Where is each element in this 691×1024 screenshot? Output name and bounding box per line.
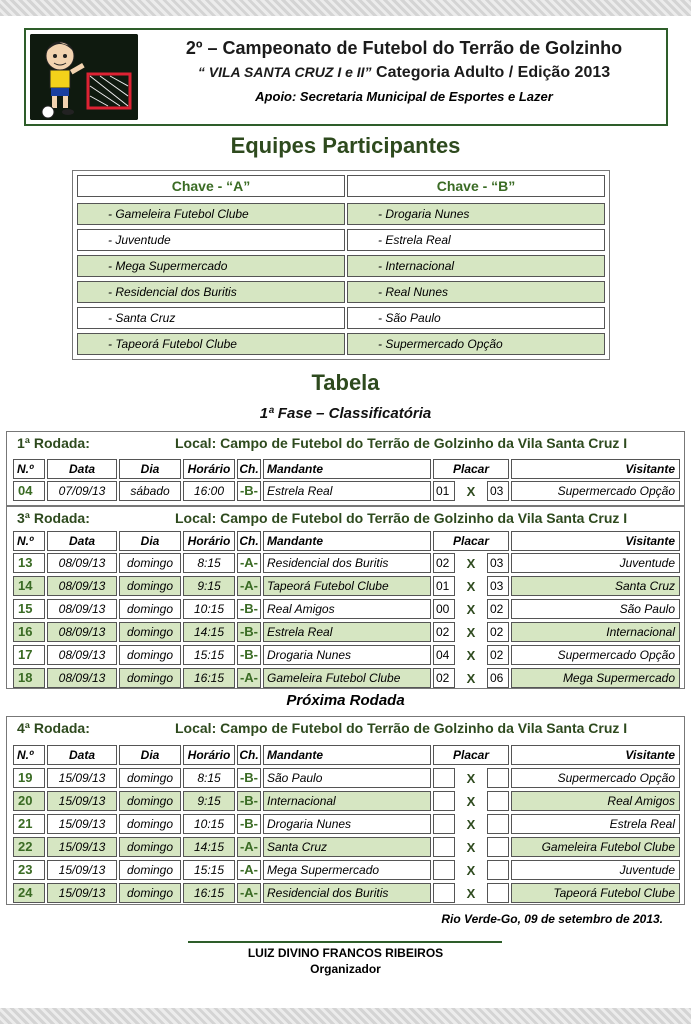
versus-mark: X: [466, 794, 476, 809]
group-a-team: - Residencial dos Buritis: [77, 281, 345, 303]
match-number: 14: [13, 576, 45, 596]
match-day: domingo: [119, 622, 181, 642]
championship-subtitle: [144, 60, 664, 85]
match-time: 9:15: [183, 791, 235, 811]
home-team: Drogaria Nunes: [263, 645, 431, 665]
match-group: -A-: [237, 860, 261, 880]
home-score: [433, 814, 455, 834]
match-group: -B-: [237, 645, 261, 665]
round-label: 3ª Rodada:: [17, 510, 90, 526]
match-number: 15: [13, 599, 45, 619]
round-header: [7, 507, 684, 529]
signature-line: [188, 941, 502, 943]
home-score: [433, 883, 455, 903]
home-team: Residencial dos Buritis: [263, 553, 431, 573]
col-header-time: Horário: [183, 531, 235, 551]
match-date: 15/09/13: [47, 814, 117, 834]
away-team: Santa Cruz: [511, 576, 680, 596]
versus-mark: X: [466, 625, 476, 640]
sponsor-line: Apoio: Secretaria Municipal de Esportes e Lazer: [255, 89, 553, 104]
col-header-num: N.º: [13, 745, 45, 765]
away-team: Supermercado Opção: [511, 481, 680, 501]
mascot-logo: [30, 34, 138, 120]
away-team: Supermercado Opção: [511, 645, 680, 665]
group-b-team: - Real Nunes: [347, 281, 605, 303]
match-time: 10:15: [183, 814, 235, 834]
col-header-home: Mandante: [263, 459, 431, 479]
match-time: 14:15: [183, 837, 235, 857]
away-score: [487, 791, 509, 811]
match-time: 15:15: [183, 860, 235, 880]
match-row: [7, 668, 684, 690]
col-header-group: Ch.: [237, 745, 261, 765]
col-header-date: Data: [47, 459, 117, 479]
versus-mark: X: [466, 840, 476, 855]
match-date: 08/09/13: [47, 668, 117, 688]
round-header: [7, 432, 684, 454]
away-score: [487, 837, 509, 857]
away-score: [487, 768, 509, 788]
organizer-name: LUIZ DIVINO FRANCOS RIBEIROS: [247, 946, 444, 960]
header-box: [24, 28, 668, 126]
group-b-header: Chave - “B”: [347, 175, 605, 197]
match-row: [7, 622, 684, 644]
match-group: -A-: [237, 837, 261, 857]
col-header-home: Mandante: [263, 531, 431, 551]
versus-mark: X: [466, 648, 476, 663]
match-day: domingo: [119, 645, 181, 665]
home-score: 02: [433, 622, 455, 642]
match-day: domingo: [119, 553, 181, 573]
match-date: 08/09/13: [47, 645, 117, 665]
home-team: Estrela Real: [263, 622, 431, 642]
group-b-team: - Estrela Real: [347, 229, 605, 251]
col-header-score: Placar: [433, 745, 509, 765]
home-score: [433, 768, 455, 788]
teams-table: [72, 170, 610, 360]
versus-mark: X: [466, 771, 476, 786]
teams-title: Equipes Participantes: [230, 133, 461, 158]
match-group: -A-: [237, 576, 261, 596]
round-label: 1ª Rodada:: [17, 435, 90, 451]
col-header-away: Visitante: [511, 531, 680, 551]
match-group: -B-: [237, 768, 261, 788]
match-number: 04: [13, 481, 45, 501]
schedule-title: Tabela: [311, 370, 380, 395]
group-a-team: - Gameleira Futebol Clube: [77, 203, 345, 225]
match-time: 9:15: [183, 576, 235, 596]
match-row: [7, 791, 684, 813]
home-team: Internacional: [263, 791, 431, 811]
match-time: 10:15: [183, 599, 235, 619]
away-team: Internacional: [511, 622, 680, 642]
match-day: domingo: [119, 791, 181, 811]
versus-mark: X: [466, 579, 476, 594]
match-day: sábado: [119, 481, 181, 501]
group-a-team: - Tapeorá Futebol Clube: [77, 333, 345, 355]
match-row: [7, 481, 684, 503]
match-row: [7, 553, 684, 575]
match-row: [7, 814, 684, 836]
match-day: domingo: [119, 837, 181, 857]
match-time: 16:15: [183, 883, 235, 903]
col-header-num: N.º: [13, 531, 45, 551]
col-header-away: Visitante: [511, 745, 680, 765]
away-score: 03: [487, 553, 509, 573]
round-table: [6, 506, 685, 689]
col-header-time: Horário: [183, 459, 235, 479]
match-number: 18: [13, 668, 45, 688]
home-score: [433, 791, 455, 811]
home-score: 02: [433, 553, 455, 573]
match-row: [7, 883, 684, 905]
col-header-day: Dia: [119, 459, 181, 479]
match-day: domingo: [119, 814, 181, 834]
col-header-home: Mandante: [263, 745, 431, 765]
match-group: -A-: [237, 883, 261, 903]
match-group: -B-: [237, 622, 261, 642]
away-team: Real Amigos: [511, 791, 680, 811]
subtitle-venue: “ VILA SANTA CRUZ I e II”: [197, 64, 372, 80]
match-group: -A-: [237, 668, 261, 688]
match-row: [7, 599, 684, 621]
group-b-team: - Internacional: [347, 255, 605, 277]
phase-title: 1ª Fase – Classificatória: [259, 405, 432, 422]
group-b-team: - Supermercado Opção: [347, 333, 605, 355]
match-date: 08/09/13: [47, 622, 117, 642]
home-score: [433, 837, 455, 857]
home-score: 02: [433, 668, 455, 688]
match-row: [7, 837, 684, 859]
col-header-time: Horário: [183, 745, 235, 765]
match-time: 16:15: [183, 668, 235, 688]
group-a-team: - Santa Cruz: [77, 307, 345, 329]
match-group: -A-: [237, 553, 261, 573]
away-team: São Paulo: [511, 599, 680, 619]
match-date: 15/09/13: [47, 883, 117, 903]
match-number: 22: [13, 837, 45, 857]
subtitle-category: Categoria Adulto / Edição 2013: [371, 64, 611, 81]
match-time: 15:15: [183, 645, 235, 665]
away-score: 06: [487, 668, 509, 688]
round-location: Local: Campo de Futebol do Terrão de Golzinho da Vila Santa Cruz I: [175, 435, 628, 451]
away-team: Tapeorá Futebol Clube: [511, 883, 680, 903]
match-group: -B-: [237, 814, 261, 834]
match-day: domingo: [119, 668, 181, 688]
col-header-group: Ch.: [237, 531, 261, 551]
versus-mark: X: [466, 886, 476, 901]
match-number: 20: [13, 791, 45, 811]
col-header-away: Visitante: [511, 459, 680, 479]
away-team: Supermercado Opção: [511, 768, 680, 788]
match-date: 15/09/13: [47, 860, 117, 880]
away-score: [487, 814, 509, 834]
match-date: 15/09/13: [47, 791, 117, 811]
home-score: 00: [433, 599, 455, 619]
next-round-title: Próxima Rodada: [286, 692, 405, 709]
round-header: [7, 717, 684, 739]
match-row: [7, 768, 684, 790]
versus-mark: X: [466, 863, 476, 878]
column-header-row: [7, 459, 684, 481]
group-a-team: - Mega Supermercado: [77, 255, 345, 277]
top-border-stripe: [0, 0, 691, 16]
match-time: 8:15: [183, 553, 235, 573]
versus-mark: X: [466, 817, 476, 832]
match-date: 15/09/13: [47, 837, 117, 857]
versus-mark: X: [466, 484, 476, 499]
group-a-team: - Juventude: [77, 229, 345, 251]
match-row: [7, 860, 684, 882]
home-team: São Paulo: [263, 768, 431, 788]
match-number: 21: [13, 814, 45, 834]
match-number: 17: [13, 645, 45, 665]
round-location: Local: Campo de Futebol do Terrão de Golzinho da Vila Santa Cruz I: [175, 510, 628, 526]
bottom-border-stripe: [0, 1008, 691, 1024]
match-day: domingo: [119, 768, 181, 788]
round-location: Local: Campo de Futebol do Terrão de Golzinho da Vila Santa Cruz I: [175, 720, 628, 736]
organizer-role: Organizador: [310, 962, 381, 976]
match-date: 08/09/13: [47, 599, 117, 619]
championship-title: 2º – Campeonato de Futebol do Terrão de Golzinho: [185, 38, 623, 58]
match-date: 08/09/13: [47, 576, 117, 596]
round-label: 4ª Rodada:: [17, 720, 90, 736]
away-team: Gameleira Futebol Clube: [511, 837, 680, 857]
col-header-num: N.º: [13, 459, 45, 479]
match-number: 19: [13, 768, 45, 788]
away-team: Mega Supermercado: [511, 668, 680, 688]
col-header-group: Ch.: [237, 459, 261, 479]
versus-mark: X: [466, 671, 476, 686]
home-score: 01: [433, 481, 455, 501]
versus-mark: X: [466, 602, 476, 617]
col-header-day: Dia: [119, 745, 181, 765]
match-time: 14:15: [183, 622, 235, 642]
away-team: Estrela Real: [511, 814, 680, 834]
away-score: [487, 860, 509, 880]
col-header-day: Dia: [119, 531, 181, 551]
match-group: -B-: [237, 481, 261, 501]
match-row: [7, 645, 684, 667]
mascot-illustration: [30, 34, 138, 120]
match-number: 23: [13, 860, 45, 880]
away-score: 02: [487, 645, 509, 665]
match-number: 13: [13, 553, 45, 573]
round-table: [6, 716, 685, 905]
away-score: [487, 883, 509, 903]
home-team: Residencial dos Buritis: [263, 883, 431, 903]
col-header-score: Placar: [433, 531, 509, 551]
match-day: domingo: [119, 576, 181, 596]
away-score: 03: [487, 576, 509, 596]
away-team: Juventude: [511, 860, 680, 880]
group-a-header: Chave - “A”: [77, 175, 345, 197]
match-date: 15/09/13: [47, 768, 117, 788]
home-score: 04: [433, 645, 455, 665]
match-date: 07/09/13: [47, 481, 117, 501]
group-b-team: - São Paulo: [347, 307, 605, 329]
match-time: 16:00: [183, 481, 235, 501]
match-row: [7, 576, 684, 598]
home-team: Gameleira Futebol Clube: [263, 668, 431, 688]
match-number: 24: [13, 883, 45, 903]
round-table: [6, 431, 685, 506]
versus-mark: X: [466, 556, 476, 571]
column-header-row: [7, 745, 684, 767]
home-team: Estrela Real: [263, 481, 431, 501]
col-header-score: Placar: [433, 459, 509, 479]
match-date: 08/09/13: [47, 553, 117, 573]
match-day: domingo: [119, 599, 181, 619]
away-score: 02: [487, 599, 509, 619]
group-b-team: - Drogaria Nunes: [347, 203, 605, 225]
col-header-date: Data: [47, 531, 117, 551]
home-score: [433, 860, 455, 880]
col-header-date: Data: [47, 745, 117, 765]
home-team: Mega Supermercado: [263, 860, 431, 880]
home-team: Tapeorá Futebol Clube: [263, 576, 431, 596]
footer-date: Rio Verde-Go, 09 de setembro de 2013.: [441, 912, 663, 926]
match-group: -B-: [237, 599, 261, 619]
match-day: domingo: [119, 883, 181, 903]
home-score: 01: [433, 576, 455, 596]
match-number: 16: [13, 622, 45, 642]
away-team: Juventude: [511, 553, 680, 573]
home-team: Santa Cruz: [263, 837, 431, 857]
match-time: 8:15: [183, 768, 235, 788]
column-header-row: [7, 531, 684, 553]
home-team: Drogaria Nunes: [263, 814, 431, 834]
match-day: domingo: [119, 860, 181, 880]
away-score: 02: [487, 622, 509, 642]
home-team: Real Amigos: [263, 599, 431, 619]
away-score: 03: [487, 481, 509, 501]
match-group: -B-: [237, 791, 261, 811]
